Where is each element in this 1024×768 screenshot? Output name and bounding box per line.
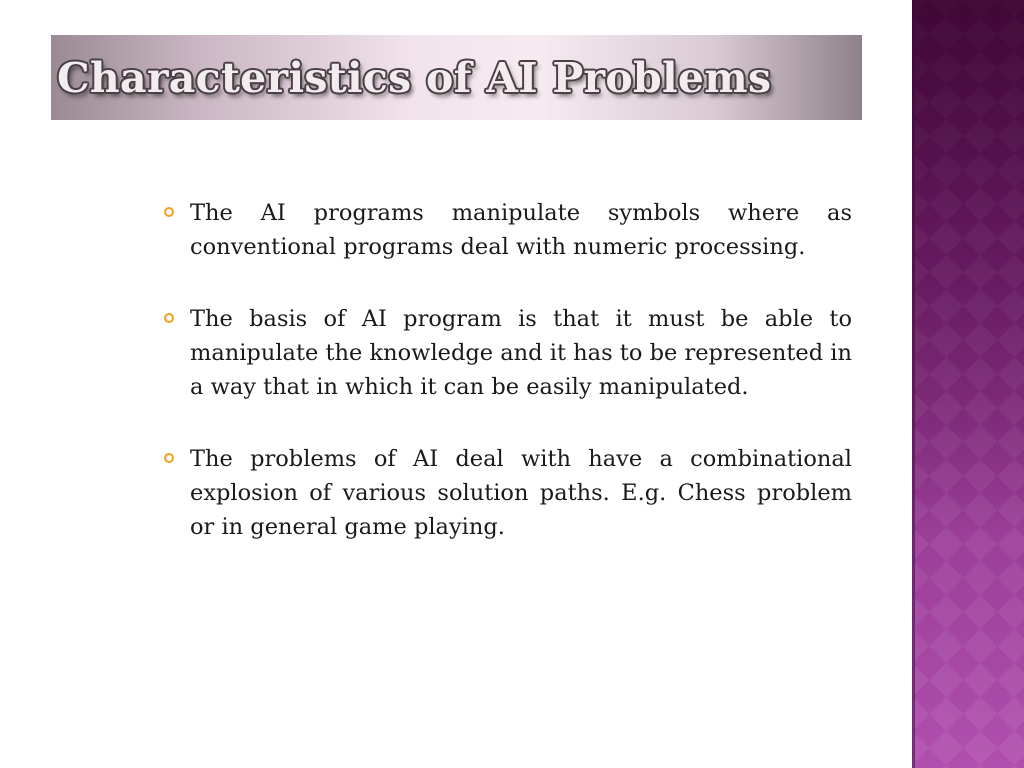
bullet-text: The AI programs manipulate symbols where as conventional programs deal with numeric processing. (190, 200, 852, 260)
bullet-item (163, 196, 852, 264)
bullet-ring-icon (164, 313, 174, 323)
slide-title: Characteristics of AI Problems (57, 54, 772, 102)
side-panel-edge (912, 0, 915, 768)
bullet-ring-icon (164, 453, 174, 463)
decorative-side-panel (912, 0, 1024, 768)
bullet-item (163, 442, 852, 544)
bullet-item (163, 302, 852, 404)
bullet-text: The problems of AI deal with have a combinational explosion of various solution paths. E.g. Chess problem or in general game playing. (190, 446, 852, 540)
bullet-list (163, 196, 852, 582)
bullet-ring-icon (164, 207, 174, 217)
bullet-text: The basis of AI program is that it must be able to manipulate the knowledge and it has to be represented in a way that in which it can be easily manipulated. (190, 306, 852, 400)
